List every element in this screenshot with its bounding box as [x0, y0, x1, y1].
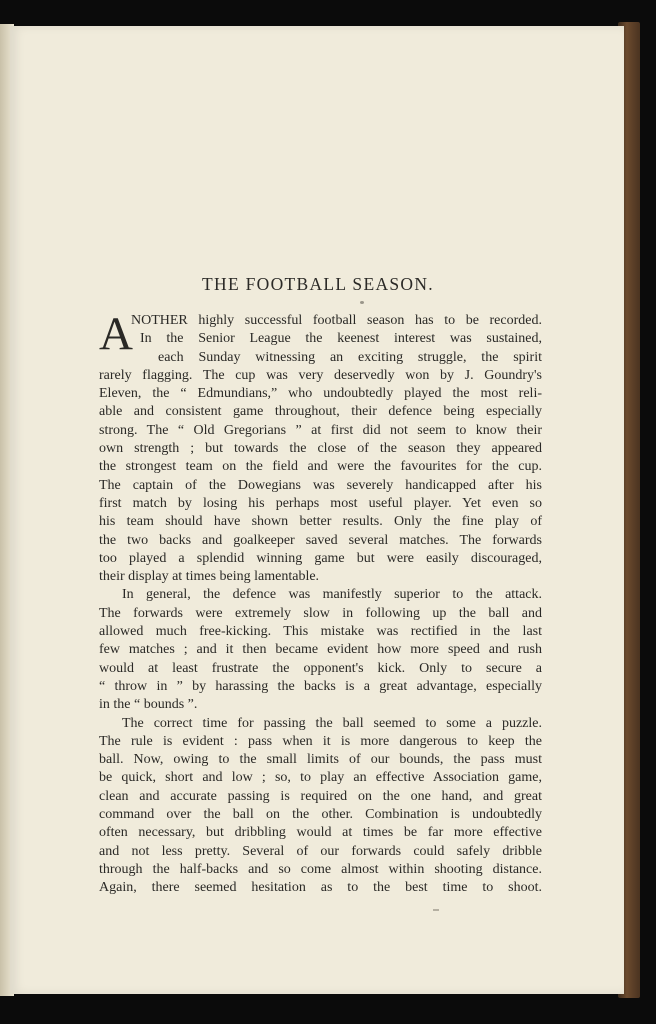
book-page: [10, 26, 624, 994]
paragraph-3: [99, 715, 542, 898]
text-line: ball. Now, owing to the small limits of our bounds, the pass must: [99, 752, 542, 768]
text-line: each Sunday witnessing an exciting struggle, the spirit: [158, 349, 542, 365]
page-speck: [433, 909, 439, 911]
paragraph-2: [99, 586, 542, 714]
text-line: and not less pretty. Several of our forwards could safely dribble: [99, 843, 542, 859]
text-line: first match by losing his perhaps most useful player. Yet even so: [99, 495, 542, 511]
text-line: his team should have shown better results. Only the fine play of: [99, 514, 542, 530]
text-line: In general, the defence was manifestly superior to the attack.: [122, 587, 542, 603]
text-line: The rule is evident : pass when it is more dangerous to keep the: [99, 733, 542, 749]
text-line: NOTHER highly successful football season has to be recorded.: [131, 313, 542, 328]
text-line: in the “ bounds ”.: [99, 697, 198, 713]
text-line: the strongest team on the field and were the favourites for the cup.: [99, 459, 542, 475]
text-line: often necessary, but dribbling would at times be far more effective: [99, 825, 542, 841]
text-line: The captain of the Dowegians was severely handicapped after his: [99, 477, 542, 493]
ornament-dot: [360, 301, 364, 304]
text-line: able and consistent game throughout, their defence being especially: [99, 404, 542, 420]
drop-cap: A: [99, 308, 133, 360]
text-line: strong. The “ Old Gregorians ” at first did not seem to know their: [99, 422, 542, 438]
page-title: THE FOOTBALL SEASON.: [202, 274, 434, 294]
text-line: “ throw in ” by harassing the backs is a great advantage, especially: [99, 678, 542, 694]
text-line: too played a splendid winning game but were easily discouraged,: [99, 550, 542, 566]
text-line: their display at times being lamentable.: [99, 569, 320, 585]
text-line: Again, there seemed hesitation as to the best time to shoot.: [99, 880, 542, 896]
paragraph-1: [99, 308, 542, 586]
text-line: few matches ; and it then became evident how more speed and rush: [99, 642, 542, 658]
text-line: The forwards were extremely slow in following up the ball and: [99, 605, 542, 621]
dropcap-block: [99, 308, 542, 367]
body-text: [99, 308, 542, 898]
text-line: own strength ; but towards the close of the season they appeared: [99, 441, 542, 457]
text-line: Eleven, the “ Edmundians,” who undoubtedly played the most reli-: [99, 386, 542, 402]
text-line: allowed much free-kicking. This mistake was rectified in the last: [99, 624, 542, 640]
text-line: the two backs and goalkeeper saved several matches. The forwards: [99, 532, 542, 548]
text-line: The correct time for passing the ball seemed to some a puzzle.: [122, 715, 542, 731]
text-line: command over the ball on the other. Combination is undoubtedly: [99, 807, 542, 823]
text-line: In the Senior League the keenest interest was sustained,: [140, 331, 542, 347]
text-line: be quick, short and low ; so, to play an effective Association game,: [99, 770, 542, 786]
text-line: through the half-backs and so come almost within shooting distance.: [99, 861, 542, 877]
text-line: clean and accurate passing is required on the one hand, and great: [99, 788, 542, 804]
text-line: rarely flagging. The cup was very deservedly won by J. Goundry's: [99, 367, 542, 383]
text-line: would at least frustrate the opponent's kick. Only to secure a: [99, 660, 542, 676]
